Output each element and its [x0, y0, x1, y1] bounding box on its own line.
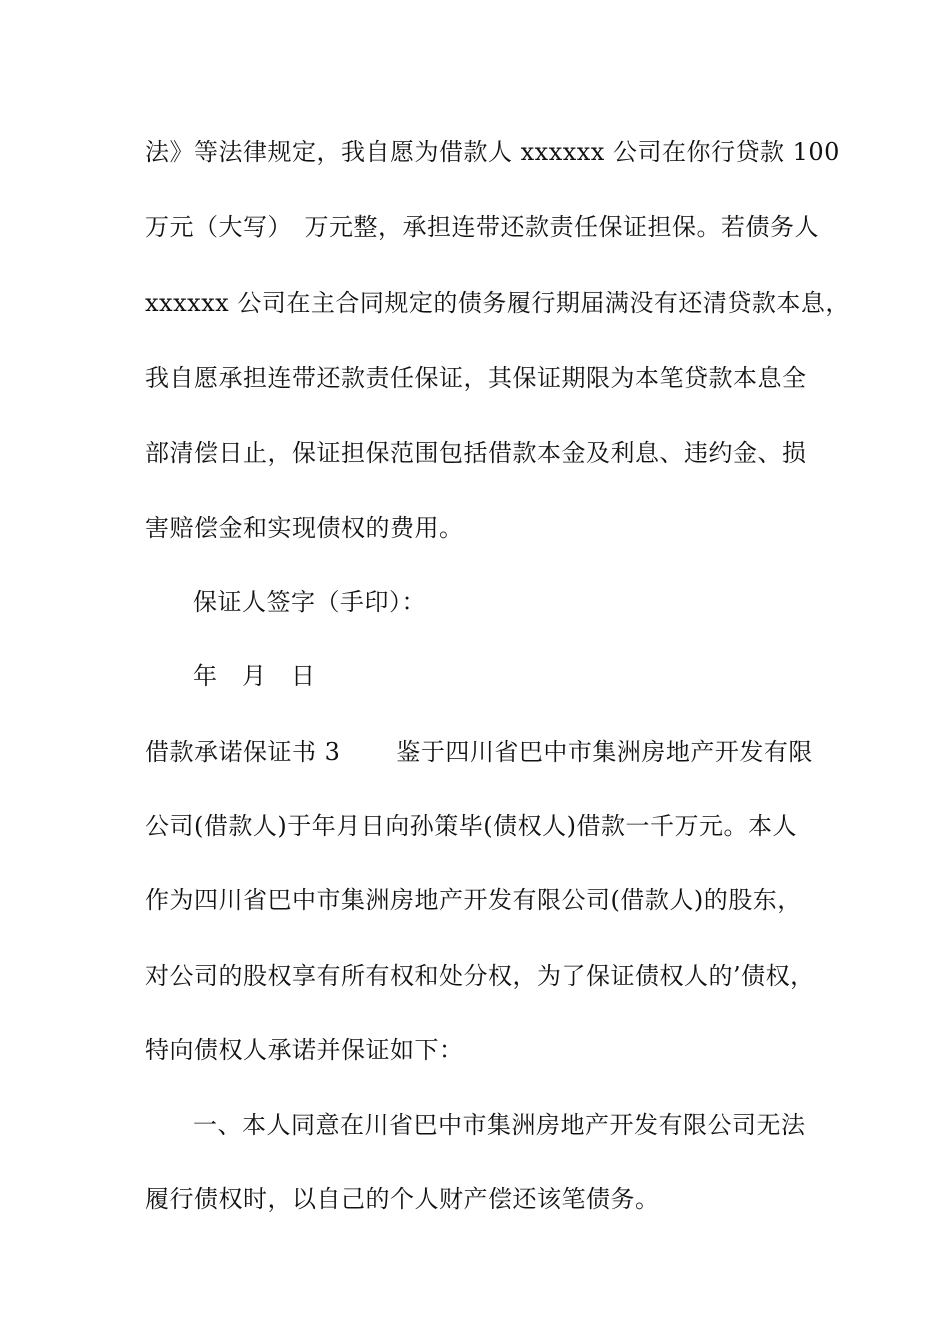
paragraph-line: 一、本人同意在川省巴中市集洲房地产开发有限公司无法	[193, 1111, 806, 1139]
signature-label: 保证人签字（手印）：	[193, 588, 426, 616]
paragraph-line: 部清偿日止，保证担保范围包括借款本金及利息、违约金、损	[145, 439, 807, 467]
paragraph-line: xxxxxx 公司在主合同规定的债务履行期届满没有还清贷款本息，	[145, 289, 850, 317]
section-heading-line	[145, 732, 845, 772]
paragraph-line: 害赔偿金和实现债权的费用。	[145, 514, 464, 542]
paragraph-text: 鉴于四川省巴中市集洲房地产开发有限	[396, 738, 813, 766]
paragraph-line: 作为四川省巴中市集洲房地产开发有限公司(借款人)的股东，	[145, 886, 802, 914]
paragraph-line: 公司(借款人)于年月日向孙策毕(债权人)借款一千万元。本人	[145, 812, 797, 840]
paragraph-line: 万元（大写） 万元整，承担连带还款责任保证担保。若债务人	[145, 213, 819, 241]
paragraph-line: 我自愿承担连带还款责任保证，其保证期限为本笔贷款本息全	[145, 364, 807, 392]
paragraph-line: 对公司的股权享有所有权和处分权，为了保证债权人的’债权，	[145, 962, 815, 990]
paragraph-line: 特向债权人承诺并保证如下：	[145, 1036, 464, 1064]
section-heading: 借款承诺保证书 3	[145, 738, 341, 766]
paragraph-line: 法》等法律规定，我自愿为借款人 xxxxxx 公司在你行贷款 100	[145, 138, 840, 166]
date-label: 年 月 日	[193, 662, 316, 690]
paragraph-line: 履行债权时，以自己的个人财产偿还该笔债务。	[145, 1185, 660, 1213]
